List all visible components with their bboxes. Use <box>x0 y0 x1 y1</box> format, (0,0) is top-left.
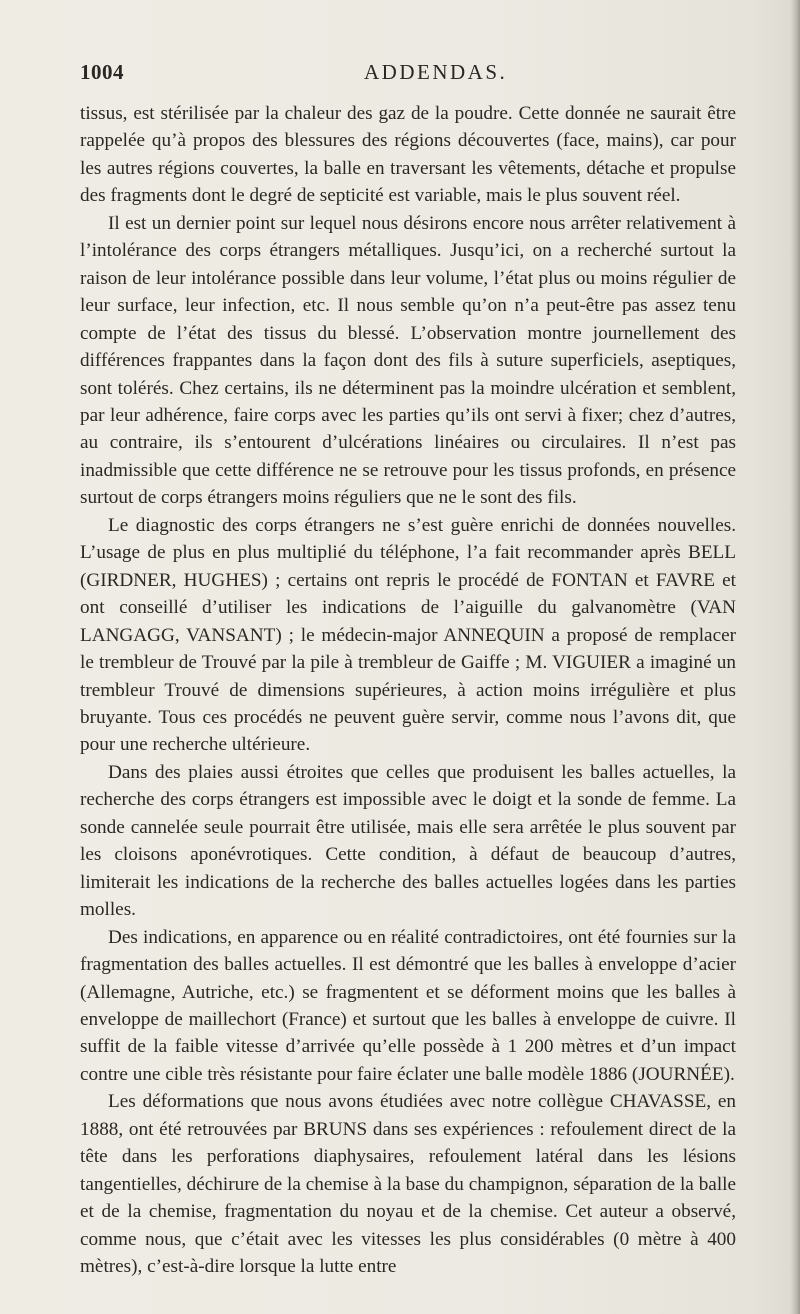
page-edge-shadow <box>790 0 800 1314</box>
paragraph-continuation: tissus, est stérilisée par la chaleur des gaz de la poudre. Cette donnée ne saurait être rappelée qu’à propos des blessures des régions découvertes (face, mains), car pour les autres régions couvertes, la balle en traversant les vêtements, détache et propulse des fragments dont le degré de septicité est variable, mais le plus souvent réel. <box>80 103 736 207</box>
page-header <box>80 60 736 90</box>
running-title: ADDENDAS. <box>364 60 508 84</box>
paragraph-fragmentation: Des indications, en apparence ou en réalité contradictoires, ont été fournies sur la fragmentation des balles actuelles. Il est démontré que les balles à enveloppe d’acier (Allemagne, Autriche, etc.) se fragmentent et se déforment moins que les balles à enveloppe de maillechort (France) et surtout que les balles à enveloppe de cuivre. Il suffit de la faible vitesse d’arrivée qu’elle possède à 1 200 mètres et d’un impact contre une cible très résistante pour faire éclater une balle modèle 1886 (JOURNÉE). <box>80 926 736 1085</box>
body-text <box>80 100 736 1280</box>
page-number: 1004 <box>80 60 124 84</box>
paragraph-wounds: Dans des plaies aussi étroites que celles que produisent les balles actuelles, la recherche des corps étrangers est impossible avec le doigt et la sonde de femme. La sonde cannelée seule pourrait être utilisée, mais elle sera arrêtée le plus souvent par les cloisons aponévrotiques. Cette condition, à défaut de beaucoup d’autres, limiterait les indications de la recherche des balles actuelles logées dans les parties molles. <box>80 761 736 921</box>
paragraph-diagnostic: Le diagnostic des corps étrangers ne s’est guère enrichi de données nouvelles. L’usage de plus en plus multiplié du téléphone, l’a fait recommander après BELL (GIRDNER, HUGHES) ; certains ont repris le procédé de FONTAN et FAVRE et ont conseillé d’utiliser les indications de l’aiguille du galvanomètre (VAN LANGAGG, VANSANT) ; le médecin-major ANNEQUIN a proposé de remplacer le trembleur de Trouvé par la pile à trembleur de Gaiffe ; M. VIGUIER a imaginé un trembleur Trouvé de dimensions supérieures, à action moins irrégulière et plus bruyante. Tous ces procédés ne peuvent guère servir, comme nous l’avons dit, que pour une recherche ultérieure. <box>80 514 736 756</box>
paragraph-deformations: Les déformations que nous avons étudiées avec notre collègue CHAVASSE, en 1888, ont été retrouvées par BRUNS dans ses expériences : refoulement direct de la tête dans les perforations diaphysaires, refoulement latéral dans les lésions tangentielles, déchirure de la chemise à la base du champignon, séparation de la balle et de la chemise, fragmentation du noyau et de la chemise. Cet auteur a observé, comme nous, que c’était avec les vitesses les plus considérables (0 mètre à 400 mètres), c’est-à-dire lorsque la lutte entre <box>80 1091 736 1278</box>
paragraph-intolerance: Il est un dernier point sur lequel nous désirons encore nous arrêter relativement à l’intolérance des corps étrangers métalliques. Jusqu’ici, on a recherché surtout la raison de leur intolérance possible dans leur volume, l’état plus ou moins régulier de leur surface, leur infection, etc. Il nous semble qu’on n’a peut-être pas assez tenu compte de l’état des tissus du blessé. L’observation montre journellement des différences frappantes dans la façon dont des fils à suture superficiels, aseptiques, sont tolérés. Chez certains, ils ne déterminent pas la moindre ulcération et semblent, par leur adhérence, faire corps avec les parties qu’ils ont servi à fixer; chez d’autres, au contraire, ils s’entourent d’ulcérations linéaires ou circulaires. Il n’est pas inadmissible que cette différence ne se retrouve pour les tissus profonds, en présence surtout de corps étrangers moins réguliers que ne le sont des fils. <box>80 212 736 509</box>
